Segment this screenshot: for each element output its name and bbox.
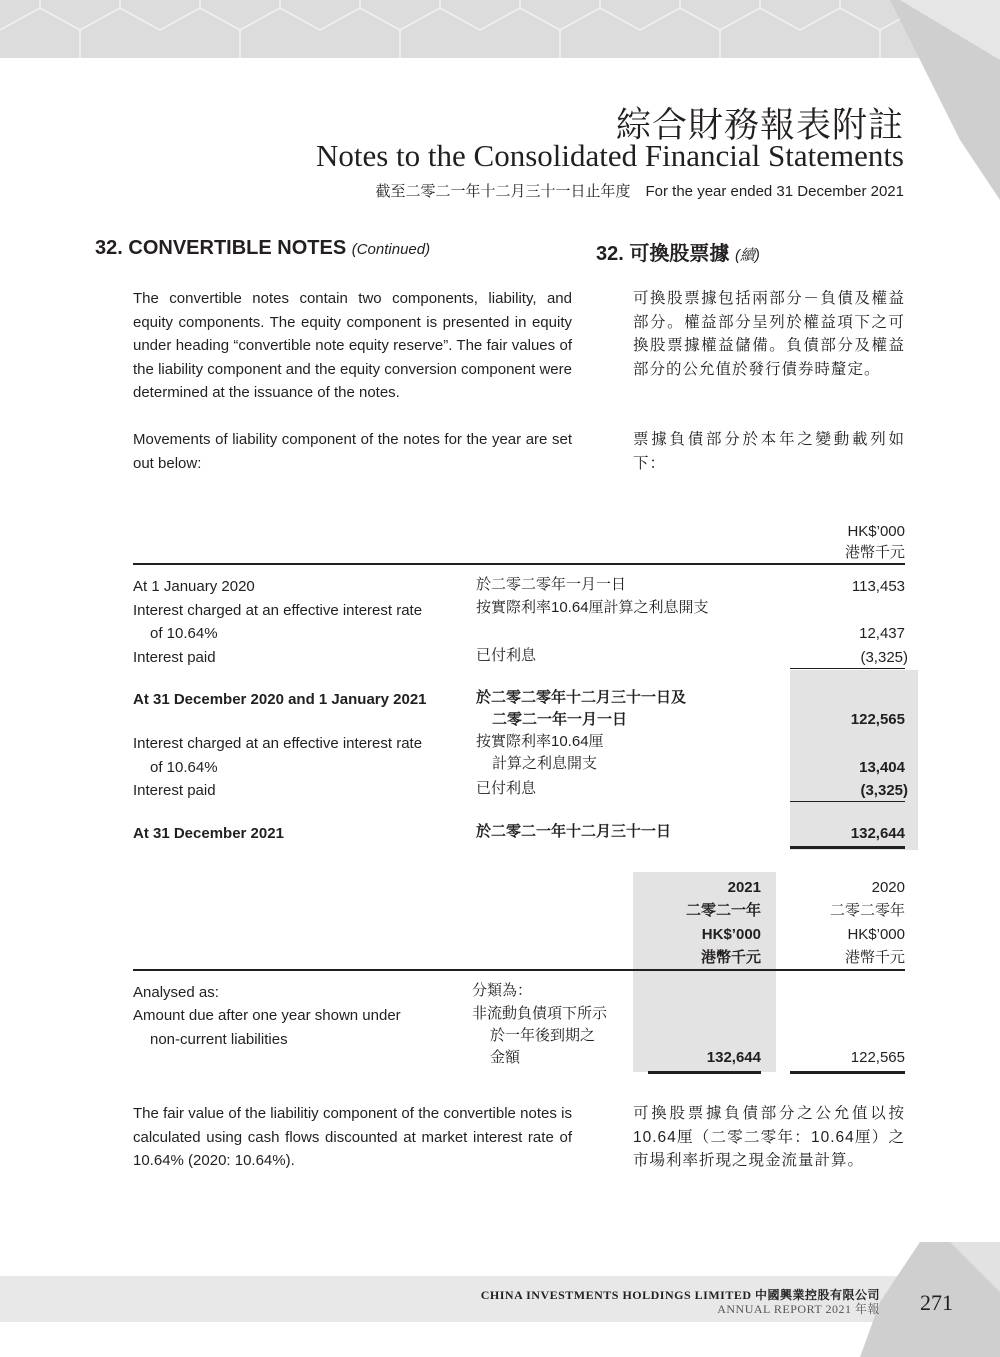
table1-unit-en: HK$’000: [847, 523, 905, 540]
table2-col2021-unit-zh: 港幣千元: [700, 949, 761, 966]
table1-row-label-zh-cont: 二零二一年一月一日: [492, 711, 628, 728]
table1-row-label-en: Interest charged at an effective interest rate: [133, 735, 423, 752]
table2-total-rule-2020: [790, 1071, 905, 1074]
section-title-zh: 可換股票據: [629, 243, 730, 265]
table1-row-label-zh: 於二零二零年一月一日: [476, 576, 627, 593]
table1-header-rule: [133, 563, 905, 565]
table2-col2021-year: 2021: [727, 879, 761, 896]
table1-row-label-zh: 按實際利率10.64厘計算之利息開支: [476, 599, 709, 616]
table1-row-label-zh-cont: 計算之利息開支: [492, 755, 598, 772]
paragraph-movements-en: Movements of liability component of the notes for the year are set out below:: [133, 431, 572, 472]
table1-row-value: 13,404: [859, 759, 905, 776]
table2-total-rule-2021: [648, 1071, 761, 1074]
table2-row-label-en-cont: non-current liabilities: [150, 1031, 288, 1048]
footer-report: ANNUAL REPORT 2021 年報: [717, 1302, 880, 1316]
table2-col2020-unit-en: HK$’000: [847, 926, 905, 943]
table2-value-2020: 122,565: [850, 1049, 905, 1066]
table1-row-label-zh: 已付利息: [476, 780, 537, 797]
table1-row-value: 122,565: [850, 711, 905, 728]
table1-row-label-zh: 於二零二零年十二月三十一日及: [476, 689, 687, 706]
section-title-en: CONVERTIBLE NOTES: [128, 237, 347, 259]
table2-row-label-en: Amount due after one year shown under: [133, 1007, 401, 1024]
paragraph-components-zh: 可換股票據包括兩部分－負債及權益部分。權益部分呈列於權益項下之可換股票據權益儲備。負債部分及權益部分的公允值於發行債券時釐定。: [633, 290, 905, 378]
table1-row-label-en: At 31 December 2021: [133, 825, 284, 842]
table1-row-label-en-cont: of 10.64%: [150, 625, 218, 642]
table2-value-2021: 132,644: [706, 1049, 761, 1066]
table1-subtotal-rule: [790, 668, 905, 669]
section-number: 32.: [95, 237, 123, 259]
section-continued-zh: (續): [734, 247, 760, 264]
table1-row-label-en: Interest paid: [133, 649, 216, 666]
paragraph-movements-zh: 票據負債部分於本年之變動載列如下：: [633, 431, 905, 472]
section-heading-zh: [596, 237, 760, 266]
section-continued-en: (Continued): [351, 241, 431, 258]
table2-col2020-year: 2020: [871, 879, 905, 896]
table1-row-label-en: At 31 December 2020 and 1 January 2021: [133, 691, 427, 708]
table1-unit-zh: 港幣千元: [844, 544, 905, 561]
section-heading-en: [95, 237, 430, 260]
table1-row-value: (3,325): [860, 782, 908, 799]
table2-row-label-zh-cont: 於一年後到期之: [490, 1027, 596, 1044]
table1-row-label-zh: 於二零二一年十二月三十一日: [476, 823, 672, 840]
table1-total-rule: [790, 846, 905, 849]
table1-row-label-en: Interest charged at an effective interest rate: [133, 602, 423, 619]
table1-row-value: (3,325): [860, 649, 908, 666]
page-subtitle: 截至二零二一年十二月三十一日止年度 For the year ended 31 December 2021: [375, 183, 904, 200]
table2-analysed-label-zh: 分類為：: [472, 982, 533, 999]
paragraph-fair-value-zh: 可換股票據負債部分之公允值以按10.64厘（二零二零年：10.64厘）之市場利率折現之現金流量計算。: [633, 1105, 905, 1169]
table2-col2021-unit-en: HK$’000: [701, 926, 761, 943]
paragraph-fair-value-en: The fair value of the liabilitiy component of the convertible notes is calculated using cash flows discounted at market interest rate of 10.64% (2020: 10.64%).: [133, 1105, 572, 1169]
table1-row-label-en-cont: of 10.64%: [150, 759, 218, 776]
table1-row-value: 113,453: [851, 578, 905, 595]
table1-row-label-en: Interest paid: [133, 782, 216, 799]
table2-row-label-zh-cont: 金額: [490, 1049, 521, 1066]
table1-row-label-en: At 1 January 2020: [133, 578, 255, 595]
page-number: 271: [920, 1290, 953, 1315]
section-number-zh: 32.: [596, 243, 624, 265]
table1-row-value: 132,644: [850, 825, 905, 842]
page-title-zh: 綜合財務報表附註: [615, 106, 904, 146]
table2-col2020-year-zh: 二零二零年: [829, 902, 905, 919]
table2-col2021-year-zh: 二零二一年: [685, 902, 761, 919]
table2-analysed-label-en: Analysed as:: [133, 984, 219, 1001]
table1-subtotal-rule: [790, 801, 905, 802]
table1-row-value: 12,437: [859, 625, 905, 642]
footer-company: CHINA INVESTMENTS HOLDINGS LIMITED 中國興業控股有限公司: [480, 1288, 880, 1302]
table2-header-rule: [133, 969, 905, 971]
table2-row-label-zh: 非流動負債項下所示: [472, 1005, 608, 1022]
table1-row-label-zh: 按實際利率10.64厘: [476, 733, 604, 750]
table1-row-label-zh: 已付利息: [476, 647, 537, 664]
page-title-en: Notes to the Consolidated Financial Statements: [315, 138, 904, 173]
paragraph-components-en: The convertible notes contain two components, liability, and equity components. The equity component is presented in equity under heading “convertible note equity reserve”. The fair values of the liability component and the equity conversion component were determined at the issuance of the notes.: [133, 290, 572, 401]
table2-col2020-unit-zh: 港幣千元: [844, 949, 905, 966]
